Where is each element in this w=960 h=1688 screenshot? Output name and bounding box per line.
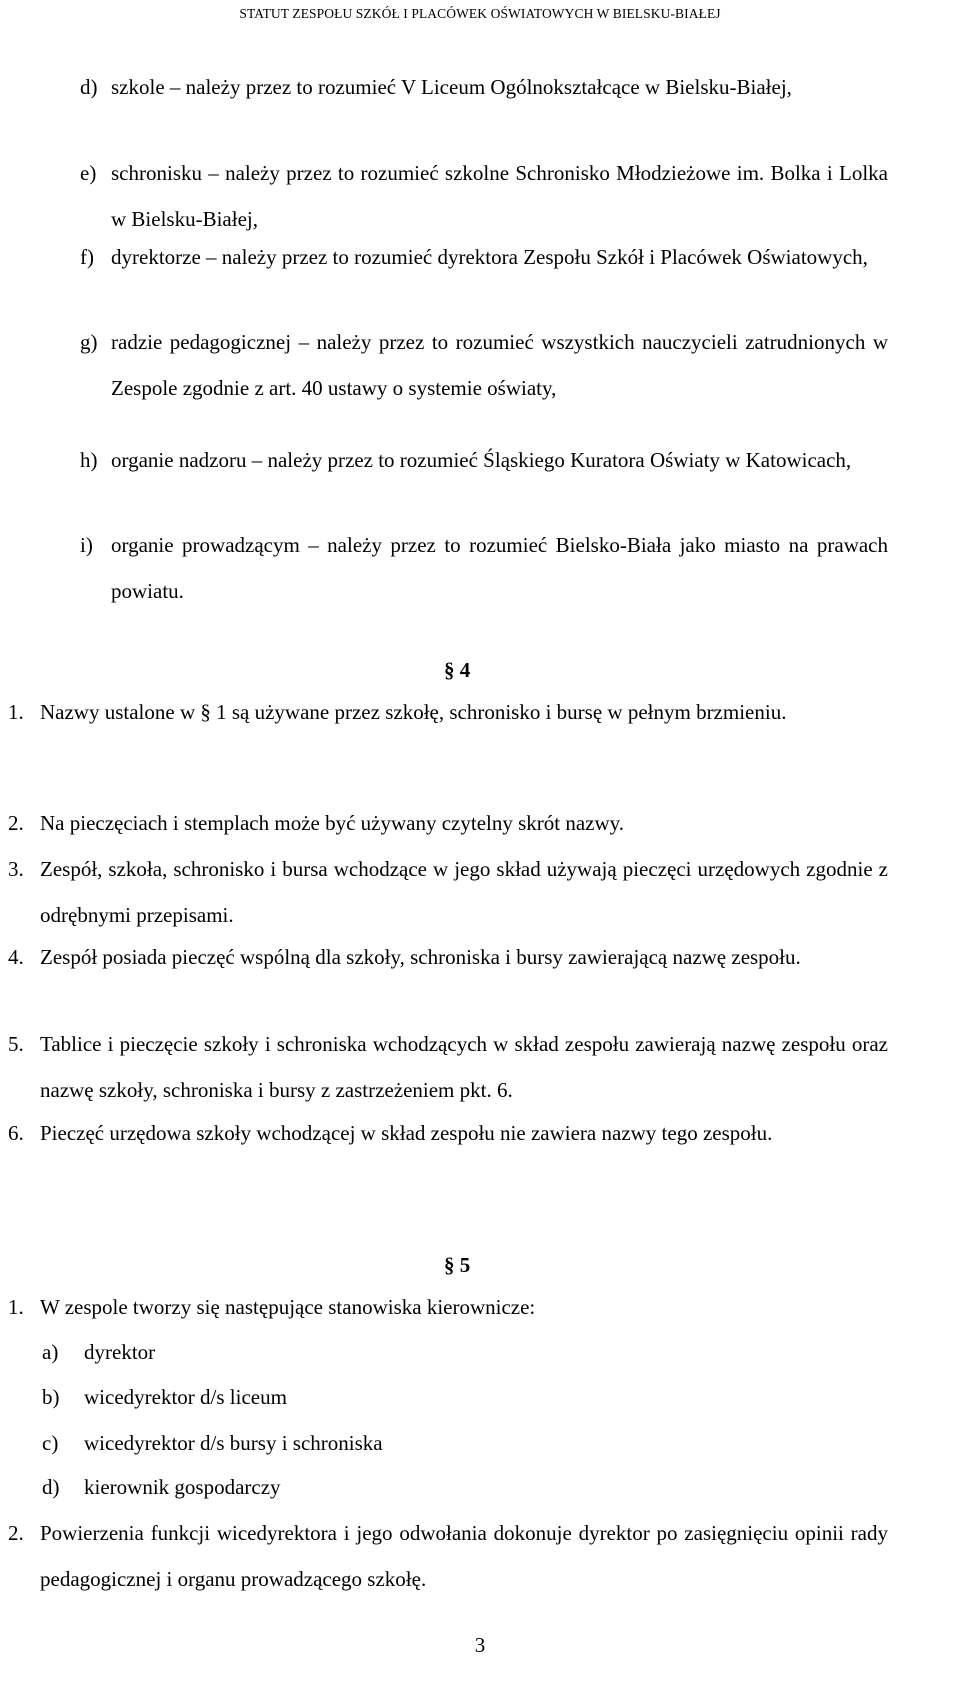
list-item: wicedyrektor d/s liceum xyxy=(84,1385,287,1409)
list-marker: 3. xyxy=(8,857,24,881)
list-marker: 1. xyxy=(8,1295,24,1319)
list-item: Na pieczęciach i stemplach może być używany czytelny skrót nazwy. xyxy=(40,811,625,835)
list-marker: a) xyxy=(42,1340,59,1364)
list-item: Nazwy ustalone w § 1 są używane przez szkołę, schronisko i bursę w pełnym brzmieniu. xyxy=(40,700,787,724)
list-marker: f) xyxy=(80,245,94,269)
list-marker: 5. xyxy=(8,1032,24,1056)
list-marker: i) xyxy=(80,533,93,557)
list-marker: 2. xyxy=(8,811,24,835)
list-marker: g) xyxy=(80,330,98,354)
list-item: organie prowadzącym – należy przez to rozumieć Bielsko-Biała jako miasto na prawach powiatu. xyxy=(111,533,888,603)
list-marker: c) xyxy=(42,1431,59,1455)
list-marker: e) xyxy=(80,161,97,185)
list-marker: d) xyxy=(42,1475,60,1499)
list-item: wicedyrektor d/s bursy i schroniska xyxy=(84,1431,383,1455)
list-marker: h) xyxy=(80,448,98,472)
list-item: W zespole tworzy się następujące stanowiska kierownicze: xyxy=(40,1295,536,1319)
page-number: 3 xyxy=(474,1633,486,1657)
list-item: szkole – należy przez to rozumieć V Liceum Ogólnokształcące w Bielsku-Białej, xyxy=(111,75,792,99)
list-item: dyrektor xyxy=(84,1340,156,1364)
list-item: dyrektorze – należy przez to rozumieć dyrektora Zespołu Szkół i Placówek Oświatowych, xyxy=(111,245,868,269)
list-item: schronisku – należy przez to rozumieć szkolne Schronisko Młodzieżowe im. Bolka i Lolka w Bielsku-Białej, xyxy=(111,161,888,231)
running-header: STATUT ZESPOŁU SZKÓŁ I PLACÓWEK OŚWIATOWYCH W BIELSKU-BIAŁEJ xyxy=(239,6,721,21)
list-marker: d) xyxy=(80,75,98,99)
list-item: organie nadzoru – należy przez to rozumieć Śląskiego Kuratora Oświaty w Katowicach, xyxy=(111,448,852,472)
section-5-heading: § 5 xyxy=(444,1253,471,1277)
list-marker: 2. xyxy=(8,1521,24,1545)
list-item: Pieczęć urzędowa szkoły wchodzącej w skład zespołu nie zawiera nazwy tego zespołu. xyxy=(40,1121,773,1145)
list-item: Tablice i pieczęcie szkoły i schroniska wchodzących w skład zespołu zawierają nazwę zespołu oraz nazwę szkoły, schroniska i bursy z zastrzeżeniem pkt. 6. xyxy=(40,1032,888,1102)
list-item: Zespół, szkoła, schronisko i bursa wchodzące w jego skład używają pieczęci urzędowych zgodnie z odrębnymi przepisami. xyxy=(40,857,888,927)
list-marker: 4. xyxy=(8,945,24,969)
section-4-heading: § 4 xyxy=(444,658,471,682)
list-marker: b) xyxy=(42,1385,60,1409)
list-marker: 1. xyxy=(8,700,24,724)
list-marker: 6. xyxy=(8,1121,24,1145)
list-item: radzie pedagogicznej – należy przez to rozumieć wszystkich nauczycieli zatrudnionych w Zespole zgodnie z art. 40 ustawy o systemie oświaty, xyxy=(111,330,888,400)
list-item: Zespół posiada pieczęć wspólną dla szkoły, schroniska i bursy zawierającą nazwę zespołu. xyxy=(40,945,801,969)
list-item: kierownik gospodarczy xyxy=(84,1475,281,1499)
list-item: Powierzenia funkcji wicedyrektora i jego odwołania dokonuje dyrektor po zasięgnięciu opinii rady pedagogicznej i organu prowadzącego szkołę. xyxy=(40,1521,888,1591)
